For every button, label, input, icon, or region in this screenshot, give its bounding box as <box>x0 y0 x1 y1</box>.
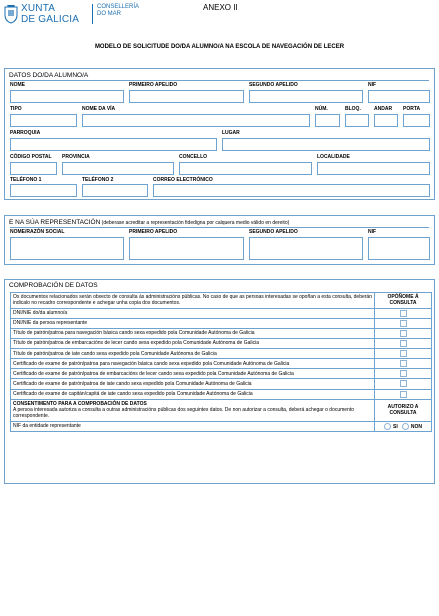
label-nome: NOME <box>10 82 25 88</box>
provincia-field[interactable] <box>62 162 174 175</box>
andar-field[interactable] <box>374 114 398 127</box>
label-provincia: PROVINCIA <box>62 154 90 160</box>
table-row <box>11 349 432 359</box>
header-divider <box>92 4 93 24</box>
item-label: Certificado de exame de patrón/patroa para navegación básica cando sexa expedido pola Comunidade Autónoma de Galicia <box>11 359 375 369</box>
nome-field[interactable] <box>10 90 124 103</box>
nif-field[interactable] <box>368 90 430 103</box>
rep-primeiro-apelido-field[interactable] <box>129 237 244 260</box>
table-row <box>11 369 432 379</box>
section-title <box>9 219 289 226</box>
consent-radio-group <box>375 421 432 431</box>
coat-of-arms-icon <box>4 4 18 24</box>
no-radio[interactable] <box>402 423 409 430</box>
oppose-header: OPÓÑOME Á CONSULTA <box>375 293 432 309</box>
data-check-table <box>10 292 432 432</box>
label-nome-via: NOME DA VÍA <box>82 106 116 112</box>
oppose-checkbox[interactable] <box>400 330 407 337</box>
table-row <box>11 389 432 399</box>
label-telefono1: TELÉFONO 1 <box>10 177 42 183</box>
table-row <box>11 338 432 348</box>
data-check-section <box>4 279 435 484</box>
label-segundo-apelido: SEGUNDO APELIDO <box>249 229 298 235</box>
logo-text-line2: DE GALICIA <box>21 14 80 25</box>
item-label: DNI/NIE da persoa representante <box>11 318 375 328</box>
item-label: Título de patrón/patroa para navegación básica cando sexa expedido pola Comunidade Autónoma de Galicia <box>11 328 375 338</box>
rep-nif-field[interactable] <box>368 237 430 260</box>
item-label: Certificado de exame de capitán/capitá de iate cando sexa expedido pola Comunidade Autónoma de Galicia <box>11 389 375 399</box>
oppose-checkbox[interactable] <box>400 380 407 387</box>
oppose-checkbox[interactable] <box>400 310 407 317</box>
yes-label: SI <box>392 423 398 430</box>
representative-section <box>4 215 435 265</box>
xunta-logo <box>4 3 92 27</box>
yes-radio[interactable] <box>384 423 391 430</box>
num-field[interactable] <box>315 114 340 127</box>
oppose-checkbox[interactable] <box>400 350 407 357</box>
section-divider <box>10 80 429 81</box>
department-line2: DO MAR <box>97 11 121 17</box>
codigo-postal-field[interactable] <box>10 162 57 175</box>
localidade-field[interactable] <box>317 162 430 175</box>
item-label: Título de patrón/patroa de embarcacións de lecer cando sexa expedido pola Comunidade Autónoma de Galicia <box>11 338 375 348</box>
label-correo: CORREO ELECTRÓNICO <box>153 177 213 183</box>
item-label: Certificado de exame de patrón/patroa de embarcacións de lecer cando sexa expedido pola Comunidade Autónoma de Galicia <box>11 369 375 379</box>
oppose-checkbox[interactable] <box>400 360 407 367</box>
label-primeiro-apelido: PRIMEIRO APELIDO <box>129 82 178 88</box>
rep-segundo-apelido-field[interactable] <box>249 237 363 260</box>
lugar-field[interactable] <box>222 138 430 151</box>
authorize-header: AUTORIZO A CONSULTA <box>375 399 432 421</box>
oppose-checkbox[interactable] <box>400 340 407 347</box>
label-num: NÚM. <box>315 106 328 112</box>
label-porta: PORTA <box>403 106 421 112</box>
telefono1-field[interactable] <box>10 184 77 197</box>
porta-field[interactable] <box>403 114 430 127</box>
consent-title: CONSENTIMENTO PARA A COMPROBACIÓN DE DATOS <box>13 400 147 407</box>
table-row <box>11 359 432 369</box>
parroquia-field[interactable] <box>10 138 217 151</box>
label-andar: ANDAR <box>374 106 393 112</box>
annex-label: ANEXO II <box>203 3 238 12</box>
telefono2-field[interactable] <box>82 184 148 197</box>
form-title: MODELO DE SOLICITUDE DO/DA ALUMNO/A NA ESCOLA DE NAVEGACIÓN DE LECER <box>94 44 345 50</box>
consent-item-label: NIF da entidade representante <box>11 421 375 431</box>
label-parroquia: PARROQUIA <box>10 130 41 136</box>
label-telefono2: TELÉFONO 2 <box>82 177 114 183</box>
item-label: Certificado de exame de patrón/patroa de iate cando sexa expedido pola Comunidade Autónoma de Galicia <box>11 379 375 389</box>
table-header-row <box>11 293 432 309</box>
primeiro-apelido-field[interactable] <box>129 90 244 103</box>
student-data-section <box>4 68 435 200</box>
page-header <box>0 0 439 30</box>
logo-text-line1: XUNTA <box>21 3 56 14</box>
concello-field[interactable] <box>179 162 312 175</box>
oppose-checkbox[interactable] <box>400 391 407 398</box>
item-label: DNI/NIE do/da alumno/a <box>11 308 375 318</box>
oppose-checkbox[interactable] <box>400 370 407 377</box>
label-concello: CONCELLO <box>179 154 208 160</box>
label-segundo-apelido: SEGUNDO APELIDO <box>249 82 298 88</box>
segundo-apelido-field[interactable] <box>249 90 363 103</box>
section-divider <box>10 227 429 228</box>
nome-razon-field[interactable] <box>10 237 124 260</box>
label-codigo-postal: CÓDIGO POSTAL <box>10 154 52 160</box>
nome-via-field[interactable] <box>82 114 310 127</box>
label-localidade: LOCALIDADE <box>317 154 350 160</box>
table-row <box>11 421 432 431</box>
section-title-note: (deberase acreditar a representación fidedigna por calquera medio válido en dereito) <box>100 220 290 226</box>
correo-field[interactable] <box>153 184 430 197</box>
label-lugar: LUGAR <box>222 130 240 136</box>
bloq-field[interactable] <box>345 114 369 127</box>
label-primeiro-apelido: PRIMEIRO APELIDO <box>129 229 178 235</box>
consent-header-row <box>11 399 432 421</box>
consent-cell <box>11 399 375 421</box>
department-line1: CONSELLERÍA <box>97 4 140 10</box>
label-nif: NIF <box>368 229 377 235</box>
section-title: DATOS DO/DA ALUMNO/A <box>9 72 89 79</box>
table-row <box>11 379 432 389</box>
label-nif: NIF <box>368 82 377 88</box>
label-tipo: TIPO <box>10 106 22 112</box>
table-row <box>11 328 432 338</box>
item-label: Título de patrón/patroa de iate cando sexa expedido pola Comunidade Autónoma de Galicia <box>11 349 375 359</box>
tipo-field[interactable] <box>10 114 77 127</box>
table-row <box>11 318 432 328</box>
no-label: NON <box>410 423 423 430</box>
section-title-main: E NA SÚA REPRESENTACIÓN <box>9 219 101 226</box>
intro-text: Os documentos relacionados serán obxecto de consulta ás administracións públicas. No caso de que as persoas interesadas se opoñan a esta consulta, deberán indicalo no recadro correspondente e achegar unha copia dos documentos. <box>11 293 375 309</box>
table-row <box>11 308 432 318</box>
oppose-checkbox[interactable] <box>400 320 407 327</box>
section-title: COMPROBACIÓN DE DATOS <box>9 282 98 289</box>
label-bloq: BLOQ. <box>345 106 361 112</box>
label-nome-razon: NOME/RAZÓN SOCIAL <box>10 229 65 235</box>
consent-text: A persoa interesada autoriza a consulta a outras administracións públicas dos seguintes datos. De non autorizar a consulta, deberá achegar o documento correspondente. <box>13 407 355 420</box>
